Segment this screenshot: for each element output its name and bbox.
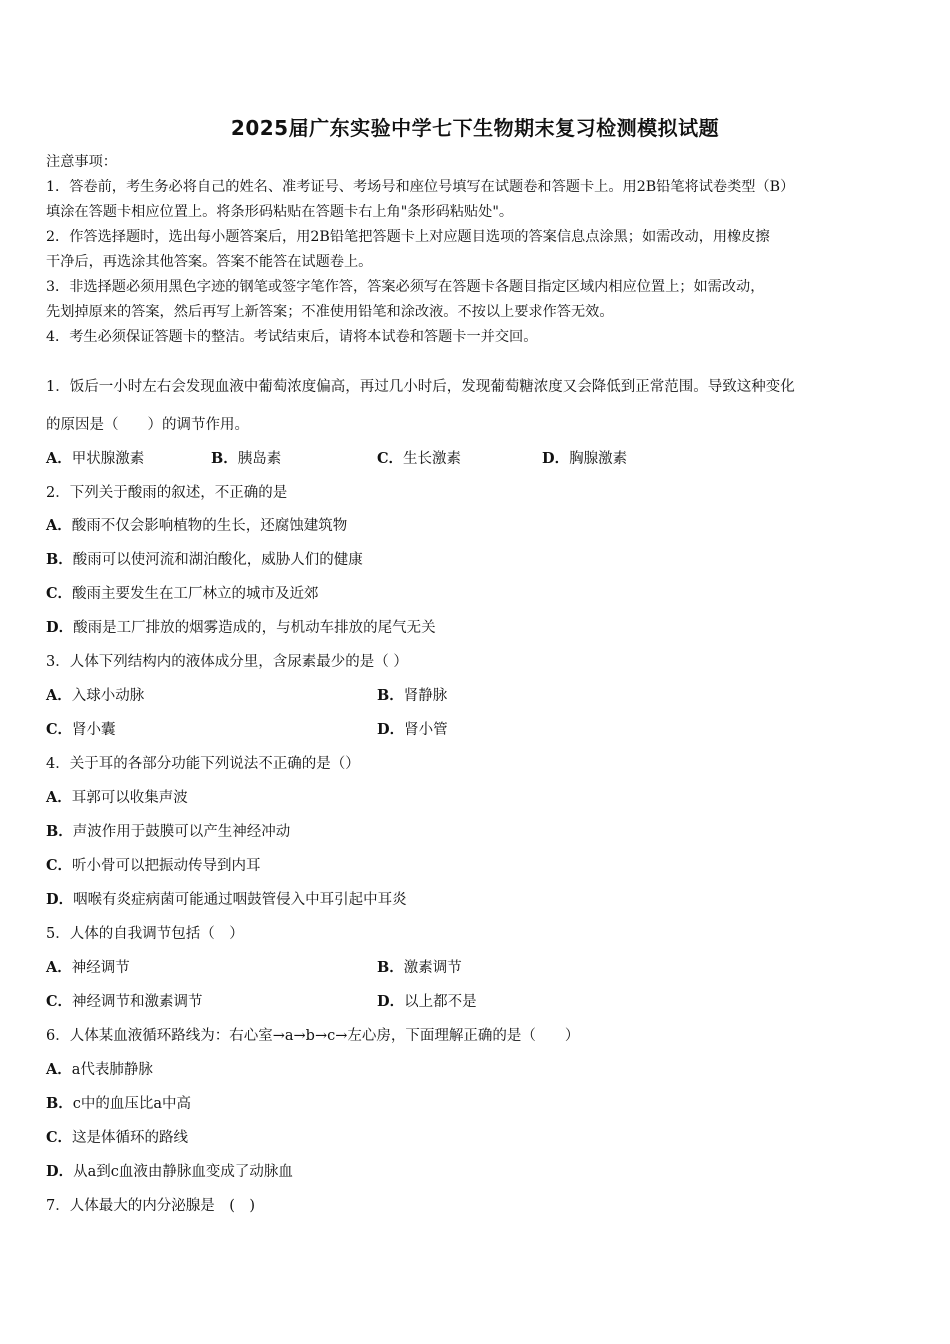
option-b[interactable] <box>46 548 363 569</box>
option-text: 听小骨可以把振动传导到内耳 <box>72 858 261 874</box>
question-3-stem: 3．人体下列结构内的液体成分里，含尿素最少的是（ ） <box>46 654 408 670</box>
option-text: 酸雨是工厂排放的烟雾造成的，与机动车排放的尾气无关 <box>73 620 436 636</box>
question-2-stem: 2．下列关于酸雨的叙述，不正确的是 <box>46 485 288 501</box>
option-a[interactable] <box>46 1058 153 1079</box>
option-d[interactable] <box>542 447 627 468</box>
option-label: D． <box>542 450 570 467</box>
option-a[interactable] <box>46 514 347 535</box>
question-4-stem: 4．关于耳的各部分功能下列说法不正确的是（） <box>46 756 360 772</box>
option-label: B． <box>377 687 404 704</box>
option-text: a代表肺静脉 <box>71 1062 153 1078</box>
option-text: 入球小动脉 <box>71 688 145 704</box>
option-text: 胰岛素 <box>237 451 282 467</box>
option-label: B． <box>46 551 73 568</box>
option-d[interactable] <box>46 888 407 909</box>
option-label: C． <box>46 993 73 1010</box>
option-label: D． <box>46 1163 74 1180</box>
option-a[interactable] <box>46 447 144 468</box>
option-b[interactable] <box>46 820 290 841</box>
option-b[interactable] <box>46 1092 191 1113</box>
notice-heading: 注意事项： <box>46 154 117 170</box>
option-text: 酸雨主要发生在工厂林立的城市及近郊 <box>72 586 319 602</box>
option-label: A． <box>46 517 72 534</box>
notice-line: 先划掉原来的答案，然后再写上新答案；不准使用铅笔和涂改液。不按以上要求作答无效。 <box>46 304 614 320</box>
notice-section <box>46 150 908 350</box>
option-text: 甲状腺激素 <box>71 451 145 467</box>
option-label: B． <box>46 1095 73 1112</box>
option-b[interactable] <box>211 447 281 468</box>
option-c[interactable] <box>46 582 319 603</box>
option-text: 从a到c血液由静脉血变成了动脉血 <box>73 1164 293 1180</box>
notice-line: 填涂在答题卡相应位置上。将条形码粘贴在答题卡右上角"条形码粘贴处"。 <box>46 204 514 220</box>
option-d[interactable] <box>377 990 477 1011</box>
option-label: B． <box>211 450 238 467</box>
option-text: 这是体循环的路线 <box>72 1130 189 1146</box>
option-label: D． <box>377 721 405 738</box>
option-b[interactable] <box>377 684 447 705</box>
option-label: C． <box>46 857 73 874</box>
option-label: C． <box>46 1129 73 1146</box>
option-text: 以上都不是 <box>404 994 477 1010</box>
option-c[interactable] <box>46 990 203 1011</box>
option-label: C． <box>377 450 404 467</box>
option-label: C． <box>46 721 73 738</box>
option-label: B． <box>46 823 73 840</box>
option-text: 咽喉有炎症病菌可能通过咽鼓管侵入中耳引起中耳炎 <box>73 892 407 908</box>
option-d[interactable] <box>377 718 448 739</box>
option-text: 酸雨不仅会影响植物的生长，还腐蚀建筑物 <box>71 518 348 534</box>
option-d[interactable] <box>46 616 436 637</box>
option-text: 肾静脉 <box>403 688 448 704</box>
option-a[interactable] <box>46 786 188 807</box>
option-label: D． <box>377 993 405 1010</box>
option-text: 胸腺激素 <box>569 451 628 467</box>
option-a[interactable] <box>46 684 144 705</box>
option-text: 肾小囊 <box>72 722 116 738</box>
option-label: D． <box>46 619 74 636</box>
option-text: 生长激素 <box>403 451 462 467</box>
question-1-stem: 1．饭后一小时左右会发现血液中葡萄浓度偏高，再过几小时后，发现葡萄糖浓度又会降低到正常范围。导致这种变化 <box>46 379 795 395</box>
notice-line: 4．考生必须保证答题卡的整洁。考试结束后，请将本试卷和答题卡一并交回。 <box>46 329 538 345</box>
option-c[interactable] <box>46 1126 188 1147</box>
option-text: 耳郭可以收集声波 <box>71 790 188 806</box>
option-text: 神经调节和激素调节 <box>72 994 203 1010</box>
page-title: 2025届广东实验中学七下生物期末复习检测模拟试题 <box>230 116 720 140</box>
option-label: B． <box>377 959 404 976</box>
notice-line: 1．答卷前，考生务必将自己的姓名、准考证号、考场号和座位号填写在试题卷和答题卡上。用2B铅笔将试卷类型（B） <box>46 179 795 195</box>
question-5-stem: 5．人体的自我调节包括（ ） <box>46 926 244 942</box>
option-text: 肾小管 <box>404 722 448 738</box>
option-label: C． <box>46 585 73 602</box>
question-6-stem: 6．人体某血液循环路线为：右心室→a→b→c→左心房，下面理解正确的是（ ） <box>46 1028 580 1044</box>
option-c[interactable] <box>46 718 116 739</box>
notice-line: 3．非选择题必须用黑色字迹的钢笔或签字笔作答，答案必须写在答题卡各题目指定区域内相应位置上；如需改动， <box>46 279 765 295</box>
option-label: A． <box>46 1061 72 1078</box>
question-7-stem: 7．人体最大的内分泌腺是 ( ) <box>46 1198 256 1214</box>
option-d[interactable] <box>46 1160 293 1181</box>
option-label: A． <box>46 789 72 806</box>
option-label: A． <box>46 959 72 976</box>
option-text: 酸雨可以使河流和湖泊酸化，威胁人们的健康 <box>72 552 363 568</box>
option-text: c中的血压比a中高 <box>72 1096 192 1112</box>
option-text: 声波作用于鼓膜可以产生神经冲动 <box>72 824 291 840</box>
option-label: A． <box>46 687 72 704</box>
option-a[interactable] <box>46 956 130 977</box>
option-label: D． <box>46 891 74 908</box>
option-c[interactable] <box>46 854 261 875</box>
option-b[interactable] <box>377 956 462 977</box>
option-label: A． <box>46 450 72 467</box>
question-1-stem-cont: 的原因是（ ）的调节作用。 <box>46 417 249 433</box>
option-text: 激素调节 <box>403 960 462 976</box>
option-c[interactable] <box>377 447 461 468</box>
notice-line: 2．作答选择题时，选出每小题答案后，用2B铅笔把答题卡上对应题目选项的答案信息点涂黑；如需改动，用橡皮擦 <box>46 229 770 245</box>
option-text: 神经调节 <box>71 960 130 976</box>
notice-line: 干净后，再选涂其他答案。答案不能答在试题卷上。 <box>46 254 373 270</box>
